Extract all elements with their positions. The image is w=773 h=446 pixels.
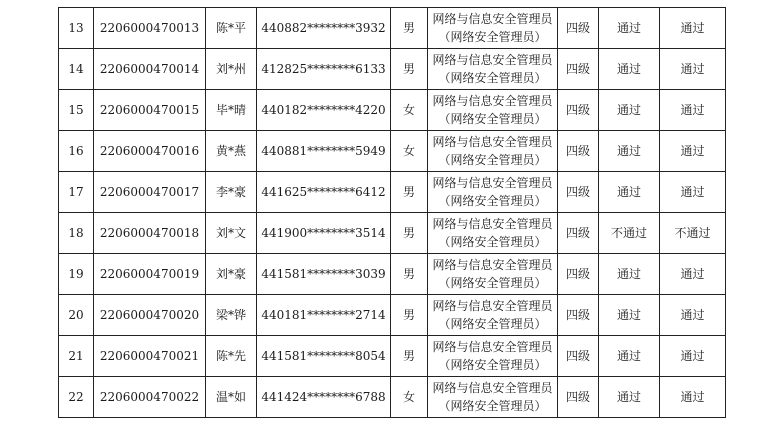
row-number-cell: 20 (59, 295, 94, 336)
result-skill-cell: 通过 (660, 172, 726, 213)
occupation-cell (428, 336, 558, 377)
exam-id-cell: 2206000470013 (94, 8, 206, 49)
occupation-subtitle: （网络安全管理员） (438, 317, 547, 331)
sex-cell: 男 (391, 8, 428, 49)
result-theory-cell: 通过 (599, 49, 660, 90)
occupation-name: 网络与信息安全管理员 (432, 299, 553, 313)
row-number-cell: 21 (59, 336, 94, 377)
row-number-cell: 14 (59, 49, 94, 90)
row-number-cell: 19 (59, 254, 94, 295)
name-cell: 刘*文 (206, 213, 257, 254)
level-cell: 四级 (558, 90, 599, 131)
exam-id-cell: 2206000470018 (94, 213, 206, 254)
level-cell: 四级 (558, 336, 599, 377)
level-cell: 四级 (558, 254, 599, 295)
exam-id-cell: 2206000470020 (94, 295, 206, 336)
table-row (59, 377, 726, 418)
result-theory-cell: 通过 (599, 131, 660, 172)
level-cell: 四级 (558, 8, 599, 49)
name-cell: 陈*平 (206, 8, 257, 49)
occupation-name: 网络与信息安全管理员 (432, 135, 553, 149)
result-theory-cell: 通过 (599, 377, 660, 418)
table-row (59, 8, 726, 49)
result-skill-cell: 通过 (660, 254, 726, 295)
occupation-subtitle: （网络安全管理员） (438, 276, 547, 290)
name-cell: 温*如 (206, 377, 257, 418)
sex-cell: 男 (391, 49, 428, 90)
name-cell: 陈*先 (206, 336, 257, 377)
occupation-name: 网络与信息安全管理员 (432, 12, 553, 26)
id-card-cell: 441625********6412 (257, 172, 391, 213)
id-card-cell: 441900********3514 (257, 213, 391, 254)
result-theory-cell: 通过 (599, 172, 660, 213)
exam-id-cell: 2206000470021 (94, 336, 206, 377)
result-theory-cell: 通过 (599, 90, 660, 131)
exam-id-cell: 2206000470014 (94, 49, 206, 90)
result-skill-cell: 通过 (660, 49, 726, 90)
id-card-cell: 440882********3932 (257, 8, 391, 49)
occupation-subtitle: （网络安全管理员） (438, 30, 547, 44)
level-cell: 四级 (558, 172, 599, 213)
level-cell: 四级 (558, 131, 599, 172)
table-row (59, 49, 726, 90)
occupation-cell (428, 49, 558, 90)
id-card-cell: 441581********3039 (257, 254, 391, 295)
sex-cell: 男 (391, 295, 428, 336)
table-row (59, 131, 726, 172)
results-table (58, 7, 726, 418)
level-cell: 四级 (558, 213, 599, 254)
row-number-cell: 17 (59, 172, 94, 213)
sex-cell: 男 (391, 336, 428, 377)
table-row (59, 295, 726, 336)
table-row (59, 90, 726, 131)
result-skill-cell: 通过 (660, 131, 726, 172)
name-cell: 刘*豪 (206, 254, 257, 295)
row-number-cell: 16 (59, 131, 94, 172)
result-skill-cell: 通过 (660, 377, 726, 418)
occupation-subtitle: （网络安全管理员） (438, 399, 547, 413)
level-cell: 四级 (558, 295, 599, 336)
table-row (59, 172, 726, 213)
exam-id-cell: 2206000470017 (94, 172, 206, 213)
level-cell: 四级 (558, 49, 599, 90)
row-number-cell: 13 (59, 8, 94, 49)
occupation-subtitle: （网络安全管理员） (438, 235, 547, 249)
exam-id-cell: 2206000470016 (94, 131, 206, 172)
occupation-name: 网络与信息安全管理员 (432, 217, 553, 231)
level-cell: 四级 (558, 377, 599, 418)
occupation-cell (428, 213, 558, 254)
result-skill-cell: 通过 (660, 295, 726, 336)
result-theory-cell: 不通过 (599, 213, 660, 254)
occupation-subtitle: （网络安全管理员） (438, 358, 547, 372)
result-theory-cell: 通过 (599, 254, 660, 295)
table-row (59, 213, 726, 254)
name-cell: 毕*晴 (206, 90, 257, 131)
occupation-name: 网络与信息安全管理员 (432, 258, 553, 272)
id-card-cell: 441424********6788 (257, 377, 391, 418)
occupation-name: 网络与信息安全管理员 (432, 340, 553, 354)
result-skill-cell: 不通过 (660, 213, 726, 254)
row-number-cell: 18 (59, 213, 94, 254)
occupation-subtitle: （网络安全管理员） (438, 112, 547, 126)
exam-id-cell: 2206000470019 (94, 254, 206, 295)
result-skill-cell: 通过 (660, 336, 726, 377)
sex-cell: 女 (391, 90, 428, 131)
id-card-cell: 441581********8054 (257, 336, 391, 377)
occupation-cell (428, 254, 558, 295)
sex-cell: 男 (391, 172, 428, 213)
occupation-subtitle: （网络安全管理员） (438, 71, 547, 85)
row-number-cell: 15 (59, 90, 94, 131)
occupation-name: 网络与信息安全管理员 (432, 94, 553, 108)
result-skill-cell: 通过 (660, 8, 726, 49)
id-card-cell: 440181********2714 (257, 295, 391, 336)
name-cell: 李*豪 (206, 172, 257, 213)
result-theory-cell: 通过 (599, 295, 660, 336)
sex-cell: 女 (391, 377, 428, 418)
occupation-cell (428, 377, 558, 418)
occupation-cell (428, 90, 558, 131)
result-skill-cell: 通过 (660, 90, 726, 131)
table-row (59, 254, 726, 295)
table-row (59, 336, 726, 377)
id-card-cell: 440881********5949 (257, 131, 391, 172)
occupation-subtitle: （网络安全管理员） (438, 153, 547, 167)
occupation-name: 网络与信息安全管理员 (432, 176, 553, 190)
sex-cell: 男 (391, 254, 428, 295)
name-cell: 刘*州 (206, 49, 257, 90)
results-table-body (59, 8, 726, 418)
sex-cell: 男 (391, 213, 428, 254)
id-card-cell: 412825********6133 (257, 49, 391, 90)
result-theory-cell: 通过 (599, 336, 660, 377)
exam-id-cell: 2206000470015 (94, 90, 206, 131)
name-cell: 黄*燕 (206, 131, 257, 172)
occupation-name: 网络与信息安全管理员 (432, 53, 553, 67)
id-card-cell: 440182********4220 (257, 90, 391, 131)
occupation-name: 网络与信息安全管理员 (432, 381, 553, 395)
occupation-subtitle: （网络安全管理员） (438, 194, 547, 208)
occupation-cell (428, 8, 558, 49)
row-number-cell: 22 (59, 377, 94, 418)
occupation-cell (428, 295, 558, 336)
occupation-cell (428, 131, 558, 172)
occupation-cell (428, 172, 558, 213)
sex-cell: 女 (391, 131, 428, 172)
name-cell: 梁*铧 (206, 295, 257, 336)
result-theory-cell: 通过 (599, 8, 660, 49)
exam-id-cell: 2206000470022 (94, 377, 206, 418)
